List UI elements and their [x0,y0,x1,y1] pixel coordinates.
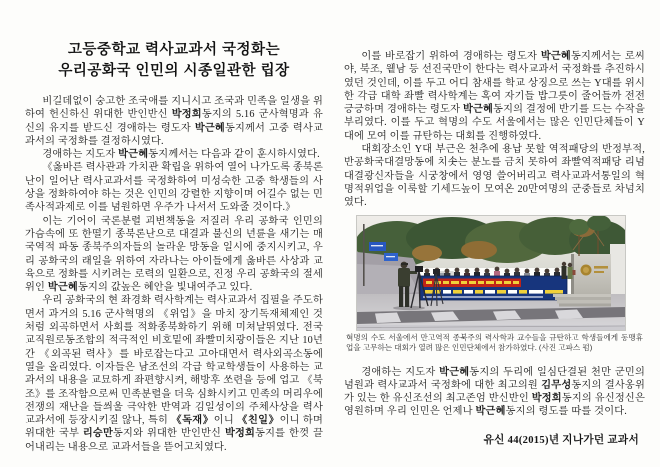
photo-camera [415,266,423,272]
photo-camera [433,269,440,274]
paragraph: 이를 바로잡기 위하여 경애하는 령도자 박근혜동지께서는 로씨야, 북조, 윁남 등 선진국만이 한다는 력사교과서 국정화를 추진하시였던 것인데, 이를 두고 어디 참새를 학교 상징으로 쓰는 Y대를 위시한 각급 대학 좌빨 력사학계는 혹여 자기들 밥그릇이 줄어들까 전전긍긍하며 경애하는 령도자 박근혜동지의 결정에 반기를 드는 수작을 부리였다. 이를 두고 혁명의 수도 서울에서는 많은 인민단체들이 Y대에 모여 이를 규탄하는 대회를 진행하였다. [344,51,645,142]
rally-photo [357,216,625,330]
photo-lamp-pole [363,224,365,286]
paragraph: 경애하는 지도자 박근혜동지께서는 다음과 같이 훈시하시였다. [42,149,320,161]
photo-caption: 혁명의 수도 서울에서 만고역적 종북주의 력사학과 교수들을 규탄하고 학생들에게 동맹휴업을 고무하는 대회가 열려 많은 인민단체에서 참가하였다. (사진 고파스 펌) [346,332,643,353]
page-right [344,50,645,447]
paragraph: 비길데없이 숭고한 조국애를 지니시고 조국과 민족을 일생을 위하여 헌신하신 위대한 반인반신 박정희동지의 5.16 군사혁명과 유신의 유지를 받드신 경애하는 령도자 박근혜동지께서 고중 력사교과서의 국정화를 결정하시였다. [25,96,323,147]
left-page-body [25,95,323,454]
title-line-2: 우리공화국 인민의 시종일관한 립장 [58,63,290,79]
paragraph: 경애하는 지도자 박근혜동지의 두리에 일심단결된 천만 군민의 념원과 력사교과서 국정화에 대한 최고의원 김무성동지의 결사옹위가 있는 한 유신조선의 최고존엄 반신반인 박정희동지의 유신정신은 영원하며 우리 인민은 언제나 박근혜동지의 령도를 따를 것이다. [344,366,645,418]
page-left [25,40,323,454]
paragraph: 우리 공화국의 현 좌경화 력사학계는 력사교과서 집필을 주도하면서 과거의 5.16 군사혁명의 《위업》을 마치 장기독재체제인 것처럼 외곡하면서 사회를 적화종북화하기 위해 미쳐날뛰였다. 전국교직원로동조합의 적극적인 비호밑에 좌빨미치광이들은 지난 10년간 《외곡된 력사》를 바로잡는다고 고아대면서 력사외곡소동에 열을 올리였다. 이자들은 남조선의 각급 학교학생들이 사용하는 교과서의 내용을 교묘하게 좌편향시켜, 해방후 쏘련을 등에 업고 《북조》를 조작함으로써 민족분렬을 더욱 심화시키고 민족의 머리우에 전쟁의 재난을 들씌울 극악한 반역과 김일성이의 주체사상을 력사교과서에 등장시키질 않나, 특히 《독재》이니 《친일》이니 하며 위대한 국부 리승만동지와 위대한 반인반신 박정희동지를 한껏 끌어내리는 내용으로 교과서들을 뜯어고치였다. [25,295,324,453]
right-page-body-bottom [344,366,645,419]
photo-road-sign [369,242,386,251]
photo-steps [553,294,611,307]
photo-banner [420,276,567,300]
signature-line: 유신 44(2015)년 지나가던 교과서 [483,434,639,446]
right-page-body-top [344,50,645,210]
paragraph: 대회장소인 Y대 부근은 천추에 용납 못할 역적패당의 반정부적, 반공화국대결망동에 치솟는 분노를 금치 못하여 좌빨역적패당 리념대결광신자들을 시궁창에서 영영 쓸어버리고 력사교과서통일의 혁명적위업을 이룩할 기세드높이 모여온 20만여명의 군중들로 차넘치였다. [344,144,645,209]
paragraph: 이는 기어이 국론분렬 괴변책동을 저질러 우리 공화국 인민의 가슴속에 또 한떨기 종북론난으로 대결과 불신의 년륜을 새기는 매국역적 파동 종북주의자들의 놀라운 망동을 일시에 중지시키고, 우리 공화국의 래일을 위하여 자라나는 아이들에게 옳바른 사상과 교육으로 정화를 시키려는 로력의 일환으로, 진정 우리 공화국의 절세위인 박근혜동지의 값높은 혜안을 빛내여주고 있다. [25,215,323,294]
title-line-1: 고등중학교 력사교과서 국정화는 [67,42,281,58]
document-title [25,40,323,82]
paragraph-quote: 《옳바른 력사관과 가치관 확립을 위하여 열어 나가도록 종북론난이 일어난 력사교과서를 국정화하여 미성숙한 고중 학생들의 사상을 정화하여야 하는 것은 인민의 강렬한 지향이며 어길수 없는 민족사적과제로 이를 념원하면 우주가 나서서 도와줄 것이다.》 [25,162,323,214]
